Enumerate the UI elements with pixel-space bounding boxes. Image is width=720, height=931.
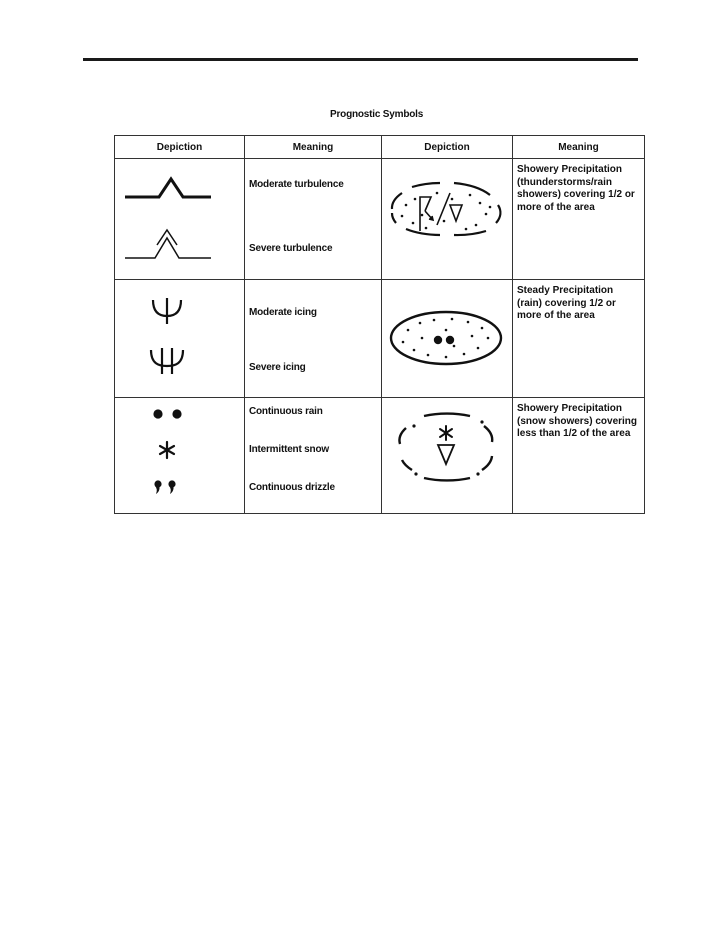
meaning-steady-precipitation: Steady Precipitation (rain) covering 1/2 or more of the area	[517, 285, 616, 321]
showery-precipitation-thunderstorms-icon	[382, 159, 513, 280]
meaning-continuous-drizzle: Continuous drizzle	[249, 482, 335, 493]
header-meaning: Meaning	[245, 136, 382, 159]
meaning-moderate-turbulence: Moderate turbulence	[249, 179, 344, 190]
header-depiction: Depiction	[382, 136, 513, 159]
meaning-continuous-rain: Continuous rain	[249, 406, 323, 417]
header-depiction: Depiction	[115, 136, 245, 159]
severe-turbulence-icon	[115, 221, 245, 271]
top-rule	[83, 58, 638, 61]
page-title: Prognostic Symbols	[330, 109, 424, 120]
depiction-cell	[115, 159, 245, 280]
continuous-drizzle-icon	[115, 474, 245, 498]
meaning-cell	[513, 159, 645, 280]
depiction-cell	[115, 398, 245, 514]
table-row	[115, 398, 645, 514]
prognostic-symbols-table	[114, 135, 645, 514]
meaning-cell	[245, 159, 382, 280]
intermittent-snow-icon	[115, 438, 245, 462]
meaning-showery-precipitation-snow: Showery Precipitation (snow showers) covering less than 1/2 of the area	[517, 403, 638, 439]
meaning-cell	[245, 398, 382, 514]
header-meaning: Meaning	[513, 136, 645, 159]
meaning-cell	[513, 398, 645, 514]
meaning-severe-icing: Severe icing	[249, 362, 306, 373]
meaning-severe-turbulence: Severe turbulence	[249, 243, 333, 254]
moderate-turbulence-icon	[115, 167, 245, 207]
table-row	[115, 280, 645, 398]
continuous-rain-icon	[115, 402, 245, 426]
severe-icing-icon	[115, 342, 245, 386]
showery-precipitation-snow-icon	[382, 398, 513, 514]
meaning-cell	[245, 280, 382, 398]
depiction-cell	[382, 398, 513, 514]
table-row	[115, 159, 645, 280]
depiction-cell	[115, 280, 245, 398]
depiction-cell	[382, 280, 513, 398]
meaning-intermittent-snow: Intermittent snow	[249, 444, 329, 455]
meaning-showery-precipitation-thunderstorms: Showery Precipitation (thunderstorms/rain showers) covering 1/2 or more of the area	[517, 164, 635, 213]
steady-precipitation-icon	[382, 280, 513, 398]
table-header-row	[115, 136, 645, 159]
meaning-cell	[513, 280, 645, 398]
meaning-moderate-icing: Moderate icing	[249, 307, 317, 318]
depiction-cell	[382, 159, 513, 280]
moderate-icing-icon	[115, 292, 245, 332]
